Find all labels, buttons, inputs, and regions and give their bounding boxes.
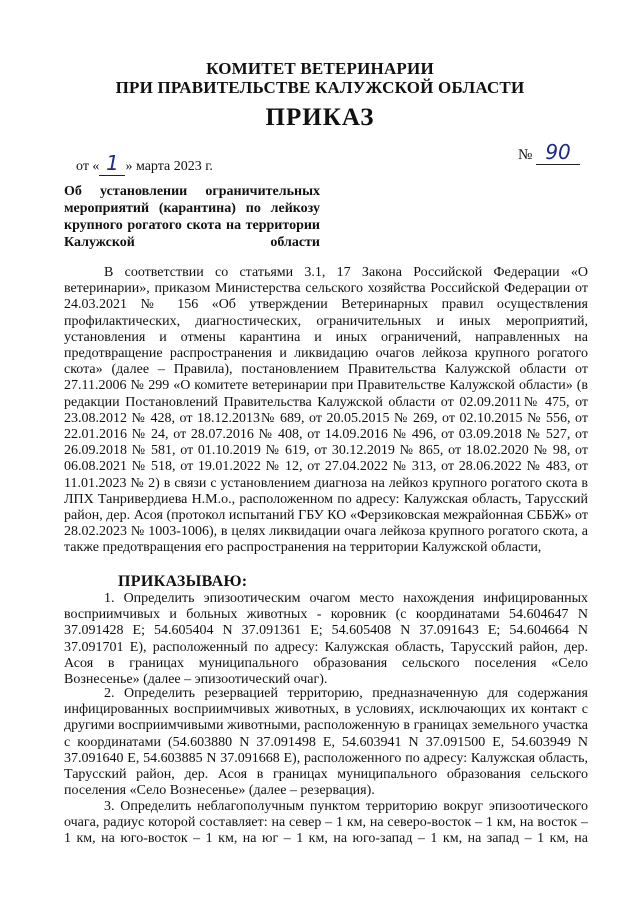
number-label: № bbox=[518, 147, 533, 163]
document-date bbox=[76, 151, 213, 176]
org-name-line2: ПРИ ПРАВИТЕЛЬСТВЕ КАЛУЖСКОЙ ОБЛАСТИ bbox=[115, 78, 525, 97]
number-value-handwritten: 90 bbox=[536, 140, 580, 165]
date-prefix: от « bbox=[76, 159, 100, 174]
document-subject: Об установлении ограничительных мероприятий (карантина) по лейкозу крупного рогатого скота на территории Калужской области bbox=[64, 184, 320, 250]
document-number bbox=[518, 140, 580, 165]
order-heading: ПРИКАЗЫВАЮ: bbox=[118, 573, 248, 590]
order-item-2: 2. Определить резервацией территорию, предназначенную для содержания инфицированных восприимчивых животных, в условиях, исключающих их контакт с другими восприимчивыми животными, расположенную в границах земельного участка с координатами (54.603880 N 37.091498 E, 54.603941 N 37.091500 E, 54.603949 N 37.091640 E, 54.603885 N 37.091668 E), расположенного по адресу: Калужская область, Тарусский район, дер. Асоя в границах муниципального образования сельского поселения «Село Вознесенье» (далее – резервация). bbox=[64, 686, 588, 799]
document-type-title: ПРИКАЗ bbox=[265, 104, 375, 131]
org-name-line1: КОМИТЕТ ВЕТЕРИНАРИИ bbox=[206, 59, 434, 78]
order-item-1: 1. Определить эпизоотическим очагом место нахождения инфицированных восприимчивых и больных животных - коровник (с координатами 54.604647 N 37.091428 E; 54.605404 N 37.091361 E; 54.605408 N 37.091643 E; 54.604664 N 37.091701 E), расположенный по адресу: Калужская область, Тарусский район, дер. Асоя в границах муниципального образования сельского поселения «Село Вознесенье» (далее – эпизоотический очаг). bbox=[64, 591, 588, 688]
date-day-handwritten: 1 bbox=[99, 151, 125, 176]
date-suffix: » марта 2023 г. bbox=[125, 159, 213, 174]
preamble-paragraph: В соответствии со статьями 3.1, 17 Закона Российской Федерации «О ветеринарии», приказом Министерства сельского хозяйства Российской Федерации от 24.03.2021 № 156 «Об утверждении Ветеринарных правил осуществления профилактических, диагностических, ограничительных и иных мероприятий, установления и отмены карантина и иных ограничений, направленных на предотвращение распространения и ликвидацию очагов лейкоза крупного рогатого скота» (далее – Правила), постановлением Правительства Калужской области от 27.11.2006 № 299 «О комитете ветеринарии при Правительстве Калужской области» (в редакции Постановлений Правительства Калужской области от 02.09.2011№ 475, от 23.08.2012 № 428, от 18.12.2013№ 689, от 20.05.2015 № 269, от 02.10.2015 № 556, от 22.01.2016 № 24, от 28.07.2016 № 408, от 14.09.2016 № 496, от 03.09.2018 № 527, от 26.09.2018 № 581, от 01.10.2019 № 619, от 30.12.2019 № 865, от 18.02.2020 № 98, от 06.08.2021 № 518, от 19.01.2022 № 12, от 27.04.2022 № 313, от 28.06.2022 № 483, от 11.01.2023 № 2) в связи с установлением диагноза на лейкоз крупного рогатого скота в ЛПХ Танривердиева Н.М.о., расположенном по адресу: Калужская область, Тарусский район, дер. Асоя (протокол испытаний ГБУ КО «Ферзиковская межрайонная СББЖ» от 28.02.2023 № 1003-1006), в целях ликвидации очага лейкоза крупного рогатого скота, а также предотвращения его распространения на территории Калужской области, bbox=[64, 265, 588, 556]
order-item-3: 3. Определить неблагополучным пунктом территорию вокруг эпизоотического очага, радиус которой составляет: на север – 1 км, на северо-восток – 1 км, на восток – 1 км, на юго-восток – 1 км, на юг – 1 км, на юго-запад – 1 км, на запад – 1 км, на bbox=[64, 799, 588, 847]
